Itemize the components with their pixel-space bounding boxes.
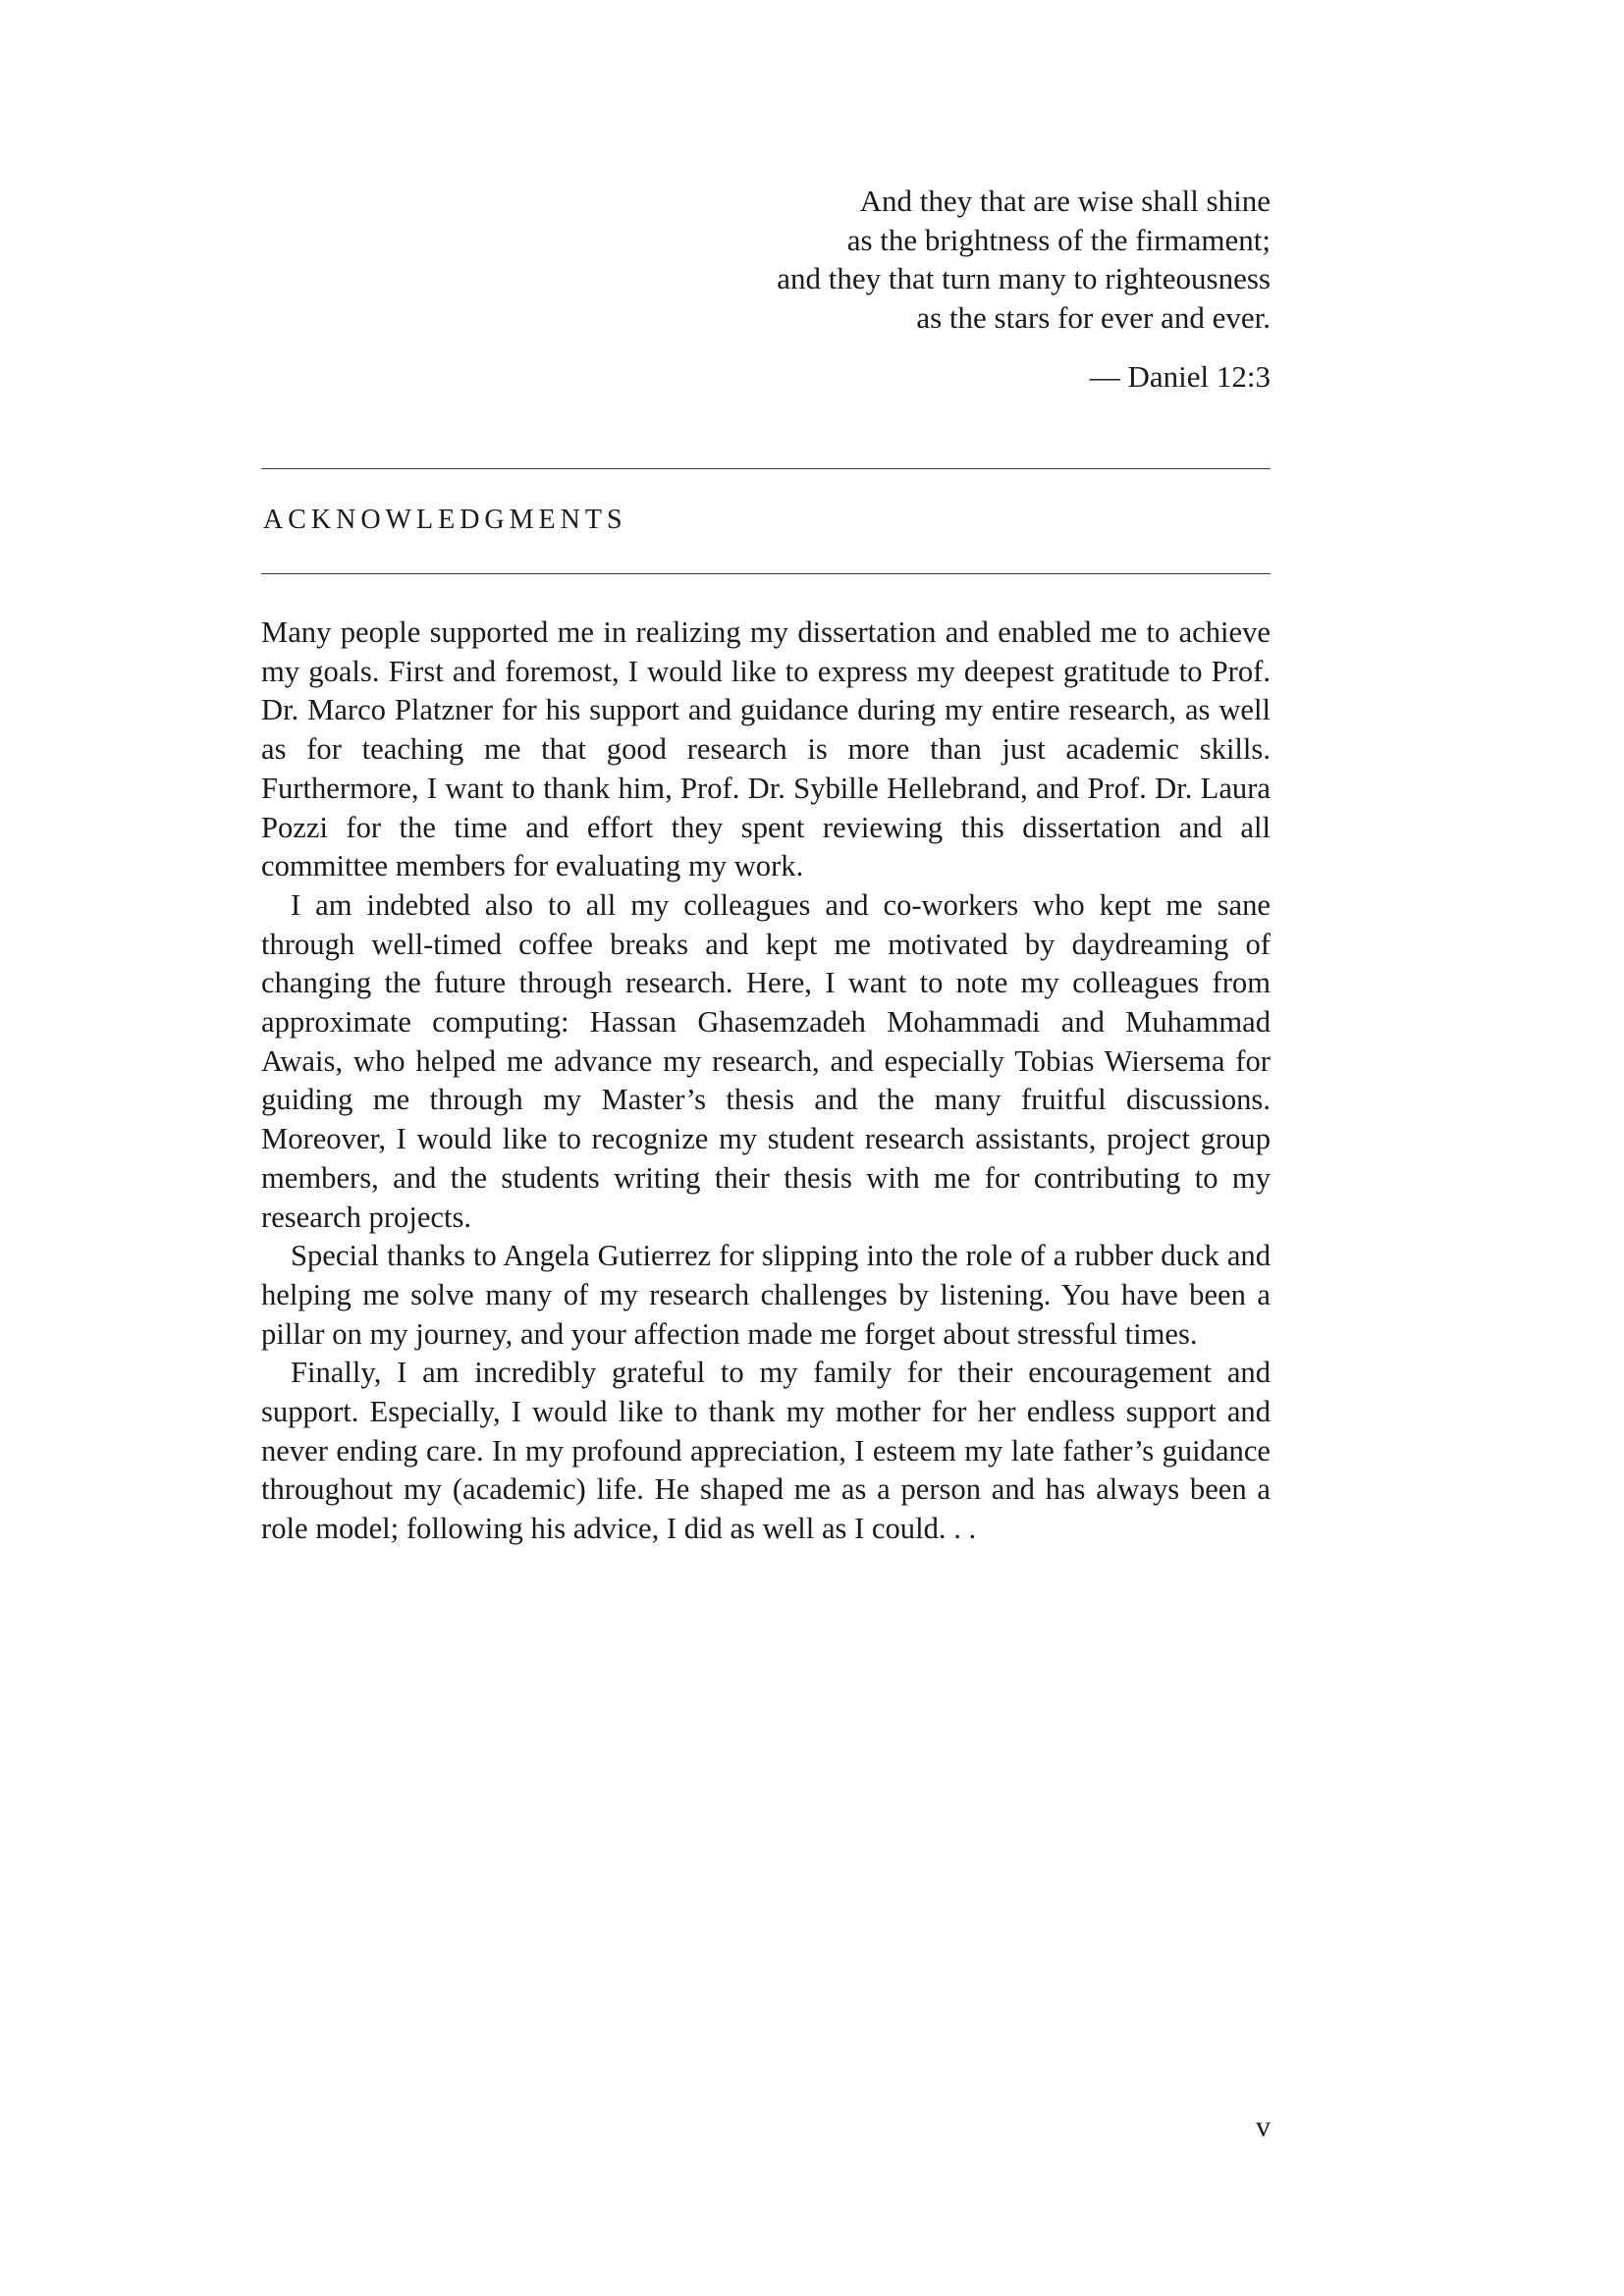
epigraph — [589, 182, 1271, 337]
epigraph-line: And they that are wise shall shine — [859, 184, 1271, 218]
paragraph: Finally, I am incredibly grateful to my family for their encouragement and support. Especially, I would like to thank my mother for her endless support and never ending care. In my profound appreciation, I esteem my late father’s guidance throughout my (academic) life. He shaped me as a person and has always been a role model; following his advice, I did as well as I could. . . — [261, 1356, 1271, 1546]
epigraph-attribution: — Daniel 12:3 — [1089, 359, 1271, 394]
paragraph: Special thanks to Angela Gutierrez for slipping into the role of a rubber duck and helping me solve many of my research challenges by listening. You have been a pillar on my journey, and your affection made me forget about stressful times. — [261, 1239, 1271, 1351]
epigraph-line: as the brightness of the firmament; — [846, 222, 1271, 257]
paragraph: I am indebted also to all my colleagues and co-workers who kept me sane through well-timed coffee breaks and kept me motivated by daydreaming of changing the future through research. Here, I want to note my colleagues from approximate computing: Hassan Ghasemzadeh Mohammadi and Muhammad Awais, who helped me advance my research, and especially Tobias Wiersema for guiding me through my Master’s thesis and the many fruitful discussions. Moreover, I would like to recognize my student research assistants, project group members, and the students writing their thesis with me for contributing to my research projects. — [261, 887, 1271, 1234]
paragraph: Many people supported me in realizing my dissertation and enabled me to achieve my goals. First and foremost, I would like to express my deepest gratitude to Prof. Dr. Marco Platzner for his support and guidance during my entire research, as well as for teaching me that good research is more than just academic skills. Furthermore, I want to thank him, Prof. Dr. Sybille Hellebrand, and Prof. Dr. Laura Pozzi for the time and effort they spent reviewing this dissertation and all committee members for evaluating my work. — [261, 615, 1271, 883]
chapter-rule-bottom — [261, 573, 1271, 574]
acknowledgments-body — [261, 614, 1271, 1549]
chapter-title: ACKNOWLEDGMENTS — [263, 505, 627, 535]
chapter-rule-top — [261, 468, 1271, 469]
page-number: v — [1256, 2110, 1271, 2143]
epigraph-line: as the stars for ever and ever. — [916, 299, 1271, 335]
epigraph-line: and they that turn many to righteousness — [777, 261, 1271, 295]
